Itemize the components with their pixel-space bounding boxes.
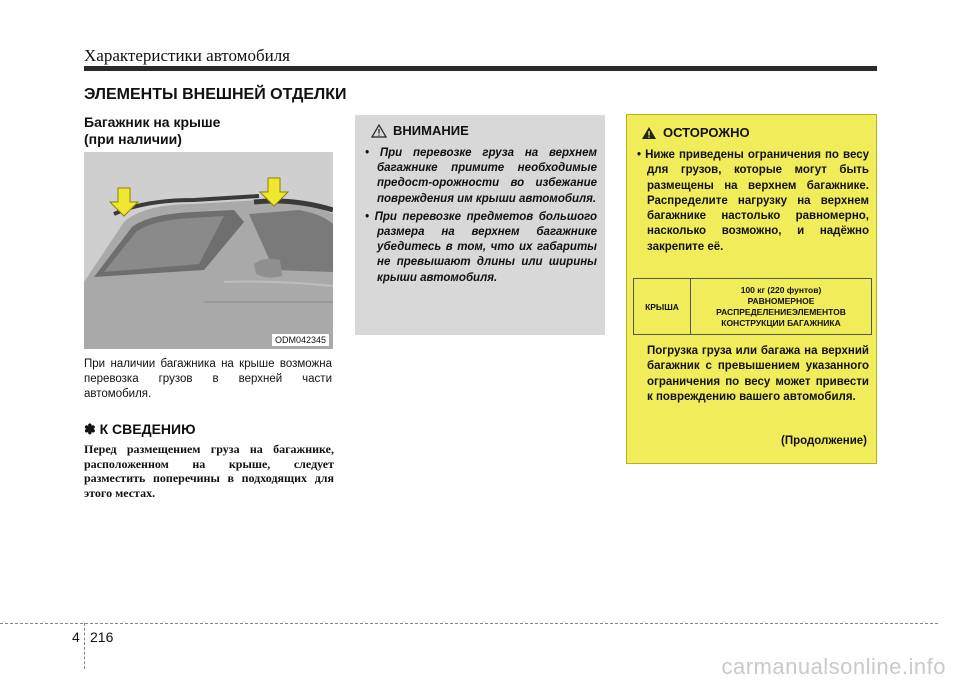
watermark: carmanualsonline.info [721, 654, 946, 679]
subsection-title [84, 114, 334, 148]
header-rule [84, 66, 877, 71]
chapter-number: 4 [72, 629, 80, 645]
roof-rack-photo [84, 152, 333, 349]
subsection-title-line2: (при наличии) [84, 131, 182, 147]
caution-box [355, 115, 605, 335]
caution-list [363, 146, 597, 289]
warning-box [626, 114, 877, 464]
continued-label: (Продолжение) [781, 435, 867, 447]
warning-list [635, 148, 869, 255]
caution-header [371, 123, 469, 138]
info-title: ✽ К СВЕДЕНИЮ [84, 421, 196, 437]
photo-code: ODM042345 [272, 334, 329, 346]
footer-vertical-divider [84, 623, 85, 669]
car-roof-illustration [84, 152, 333, 349]
table-load-line4: КОНСТРУКЦИИ БАГАЖНИКА [721, 317, 841, 328]
page-number: 216 [90, 629, 114, 645]
subsection-title-line1: Багажник на крыше [84, 114, 221, 130]
table-load-values [691, 279, 871, 334]
info-text: Перед размещением груза на багажнике, расположенном на крыше, следует разместить поперечины в подходящих для этого местах. [84, 442, 334, 500]
warning-title: ОСТОРОЖНО [663, 125, 750, 140]
caution-item: • При перевозке предметов большого размера на верхнем багажнике убедитесь в том, что их габариты не превышают длины или ширины крыши автомобиля. [365, 210, 597, 284]
load-limit-table [633, 278, 872, 335]
table-label-roof: КРЫША [634, 279, 691, 334]
table-load-weight: 100 кг (220 фунтов) [740, 284, 822, 295]
warning-triangle-icon [371, 124, 387, 138]
header-title: Характеристики автомобиля [84, 46, 290, 65]
warning-triangle-icon [641, 126, 657, 140]
table-load-line3: РАСПРЕДЕЛЕНИЕЭЛЕМЕНТОВ [716, 306, 846, 317]
table-load-line2: РАВНОМЕРНОЕ [747, 295, 815, 306]
warning-header [641, 125, 750, 140]
roof-rack-description: При наличии багажника на крыше возможна перевозка грузов в верхней части автомобиля. [84, 358, 332, 400]
warning-item: • Ниже приведены ограничения по весу для грузов, которые могут быть размещены на верхнем багажнике. Распределите нагрузку на верхнем багажнике настолько равномерно, насколько возможно, и надёжно закрепите её. [637, 149, 869, 253]
footer-divider [0, 623, 938, 624]
caution-title: ВНИМАНИЕ [393, 123, 469, 138]
caution-item: • При перевозке груза на верхнем багажнике примите необходимые предост-орожности во избежание повреждения им крыши автомобиля. [365, 147, 597, 205]
section-title: ЭЛЕМЕНТЫ ВНЕШНЕЙ ОТДЕЛКИ [84, 86, 347, 103]
warning-overload-text: Погрузка груза или багажа на верхний багажник с превышением указанного ограничения по весу может привести к повреждению вашего автомобиля. [647, 345, 869, 403]
